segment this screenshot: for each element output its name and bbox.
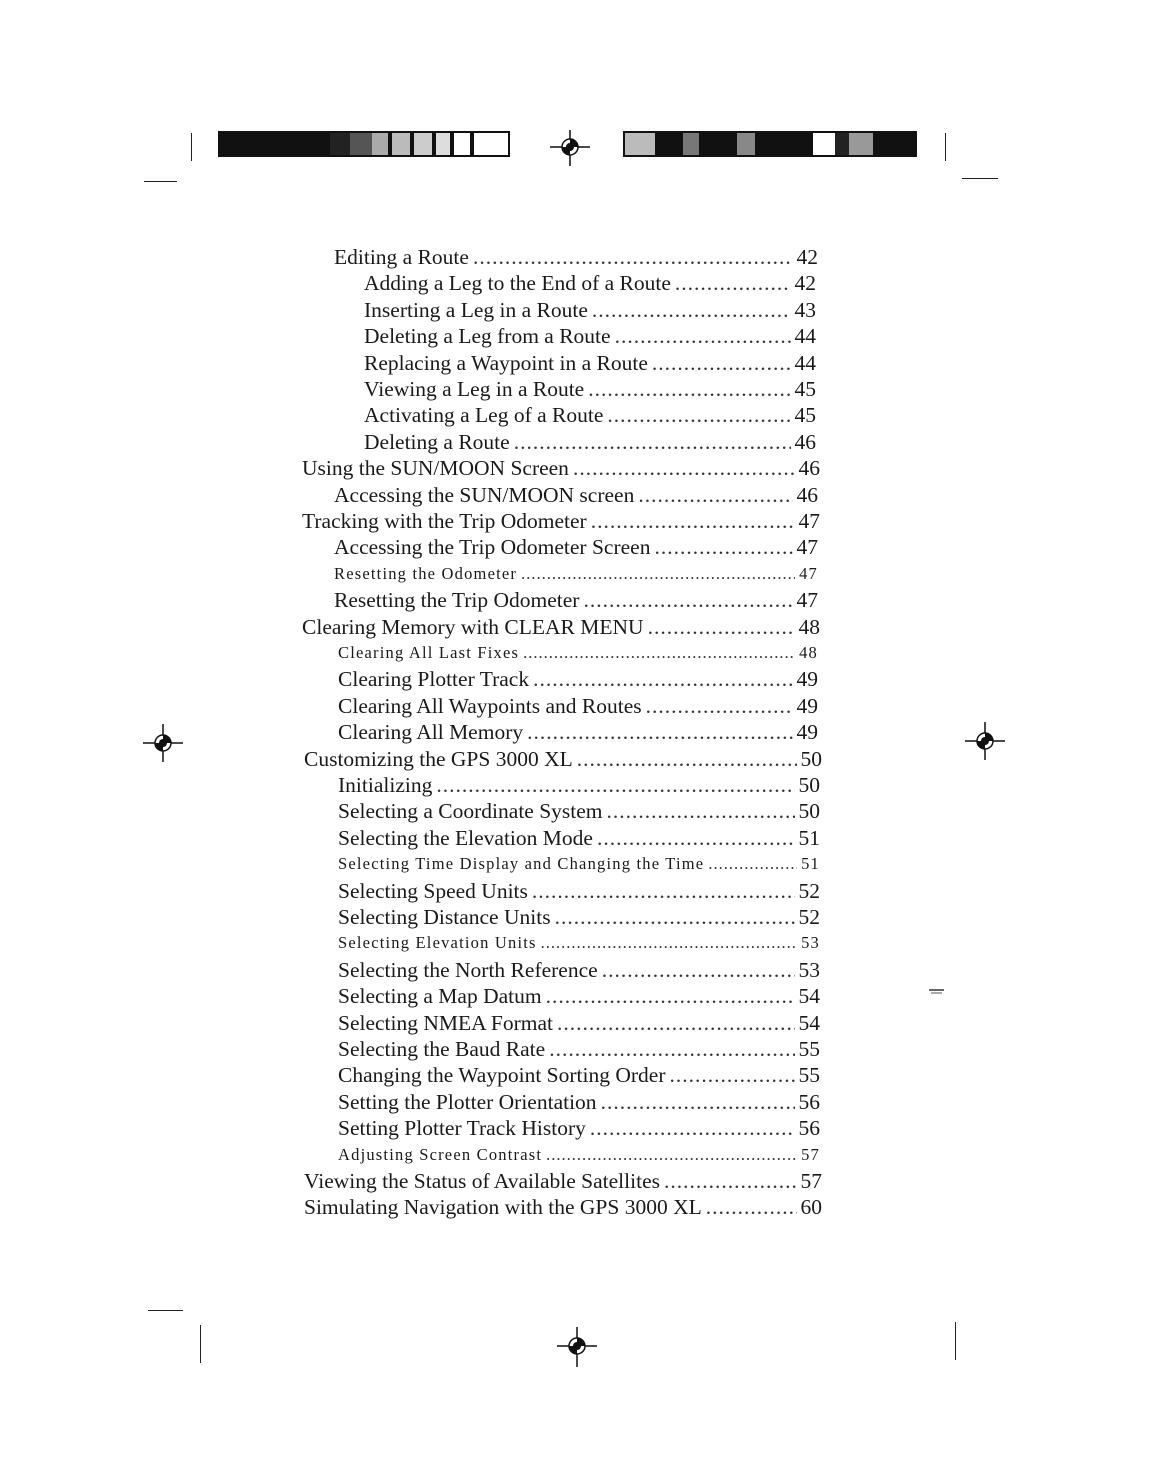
toc-entry-page: 42 [794, 271, 816, 296]
toc-entry-page: 50 [800, 746, 822, 771]
toc-entry[interactable] [304, 1168, 822, 1194]
toc-entry-title: Selecting a Coordinate System [338, 799, 603, 824]
scan-speck [928, 988, 946, 996]
toc-entry-page: 50 [798, 799, 820, 824]
toc-entry-page: 46 [798, 456, 820, 481]
toc-leader-dots [648, 614, 795, 640]
toc-entry-page: 55 [798, 1037, 820, 1061]
registration-target-left-icon [143, 724, 183, 762]
toc-entry-page: 47 [796, 535, 818, 560]
toc-leader-dots [664, 1168, 797, 1194]
toc-entry[interactable] [338, 719, 818, 745]
toc-entry[interactable] [338, 851, 820, 877]
toc-leader-dots [573, 455, 795, 481]
toc-entry[interactable] [304, 746, 822, 772]
toc-entry-page: 50 [798, 773, 820, 797]
toc-entry-page: 43 [794, 297, 816, 322]
toc-entry[interactable] [338, 666, 818, 692]
toc-entry[interactable] [338, 1089, 820, 1115]
toc-leader-dots [523, 640, 795, 666]
registration-target-right-icon [965, 722, 1005, 760]
toc-leader-dots [473, 244, 793, 270]
toc-leader-dots [532, 878, 795, 904]
toc-entry[interactable] [334, 482, 818, 508]
toc-entry[interactable] [364, 376, 816, 402]
toc-leader-dots [602, 957, 795, 983]
toc-entry-page: 46 [796, 482, 818, 507]
toc-leader-dots [646, 693, 793, 719]
toc-entry-title: Viewing the Status of Available Satellites [304, 1169, 660, 1193]
toc-entry[interactable] [338, 1142, 820, 1168]
toc-entry[interactable] [338, 640, 818, 666]
toc-entry-page: 44 [794, 350, 816, 375]
toc-entry-page: 54 [798, 984, 820, 1009]
crop-mark-top-left-h [144, 181, 177, 182]
toc-leader-dots [638, 482, 792, 508]
toc-leader-dots [546, 983, 795, 1009]
toc-entry-page: 56 [798, 1089, 820, 1114]
toc-entry[interactable] [338, 1115, 820, 1141]
toc-entry-page: 60 [800, 1195, 822, 1220]
toc-leader-dots [583, 587, 792, 613]
toc-entry-title: Resetting the Odometer [334, 563, 518, 583]
toc-entry-page: 49 [796, 667, 818, 692]
toc-entry-title: Adjusting Screen Contrast [338, 1144, 543, 1164]
toc-leader-dots [708, 851, 797, 877]
toc-entry[interactable] [334, 561, 818, 587]
toc-entry-page: 55 [798, 1063, 820, 1088]
toc-entry-title: Inserting a Leg in a Route [364, 297, 588, 322]
toc-leader-dots [670, 1062, 795, 1088]
toc-entry-title: Setting Plotter Track History [338, 1116, 586, 1141]
toc-entry-title: Simulating Navigation with the GPS 3000 XL [304, 1195, 702, 1220]
crop-mark-bottom-left-h [148, 1310, 183, 1311]
toc-entry-page: 57 [800, 1169, 822, 1193]
toc-leader-dots [546, 1142, 797, 1168]
toc-entry[interactable] [364, 270, 816, 296]
toc-leader-dots [601, 1089, 795, 1115]
toc-entry-title: Deleting a Leg from a Route [364, 324, 611, 349]
toc-entry[interactable] [338, 904, 820, 930]
registration-target-top-icon [550, 130, 590, 166]
registration-target-bottom-icon [557, 1327, 597, 1367]
toc-entry-title: Clearing Memory with CLEAR MENU [302, 614, 644, 639]
toc-entry-page: 45 [794, 377, 816, 401]
registration-bar-right [623, 131, 917, 157]
toc-entry[interactable] [364, 350, 816, 376]
toc-entry-page: 49 [796, 720, 818, 745]
crop-mark-bottom-right [955, 1322, 956, 1360]
toc-entry-page: 44 [794, 324, 816, 349]
toc-leader-dots [436, 772, 794, 798]
toc-entry-page: 47 [799, 563, 818, 583]
toc-leader-dots [527, 719, 792, 745]
toc-entry-title: Clearing All Waypoints and Routes [338, 693, 642, 718]
toc-leader-dots [597, 825, 795, 851]
toc-entry-title: Selecting the North Reference [338, 957, 598, 982]
toc-entry-page: 46 [794, 429, 816, 454]
toc-entry-page: 51 [798, 825, 820, 850]
toc-entry-page: 48 [798, 614, 820, 639]
toc-entry[interactable] [364, 429, 816, 455]
registration-bar-left [218, 131, 510, 157]
toc-entry-page: 57 [801, 1144, 820, 1164]
toc-entry[interactable] [338, 825, 820, 851]
toc-leader-dots [607, 798, 795, 824]
toc-leader-dots [555, 904, 795, 930]
toc-entry-title: Selecting Speed Units [338, 878, 528, 903]
toc-entry-page: 53 [798, 957, 820, 982]
toc-leader-dots [615, 323, 791, 349]
toc-entry[interactable] [338, 1010, 820, 1036]
toc-entry[interactable] [302, 455, 820, 481]
toc-entry-page: 48 [799, 643, 818, 662]
toc-entry[interactable] [302, 614, 820, 640]
crop-mark-bottom-left [200, 1325, 201, 1363]
toc-entry[interactable] [338, 983, 820, 1009]
toc-entry-page: 47 [796, 588, 818, 613]
toc-entry-title: Clearing Plotter Track [338, 667, 530, 692]
crop-mark-top-left [191, 133, 192, 161]
toc-entry-title: Deleting a Route [364, 429, 510, 454]
toc-entry-title: Using the SUN/MOON Screen [302, 456, 569, 481]
toc-entry[interactable] [334, 587, 818, 613]
toc-entry[interactable] [338, 798, 820, 824]
toc-entry-page: 51 [801, 854, 820, 874]
toc-entry-title: Selecting Distance Units [338, 905, 551, 929]
toc-entry-page: 45 [794, 403, 816, 428]
toc-leader-dots [549, 1036, 794, 1062]
toc-entry-title: Accessing the SUN/MOON screen [334, 482, 635, 507]
toc-entry-page: 47 [798, 509, 820, 533]
toc-entry-title: Accessing the Trip Odometer Screen [334, 535, 651, 560]
toc-entry-page: 42 [796, 245, 818, 269]
toc-entry-title: Changing the Waypoint Sorting Order [338, 1063, 666, 1088]
toc-leader-dots [533, 666, 792, 692]
toc-entry[interactable] [338, 957, 820, 983]
toc-entry-page: 52 [798, 878, 820, 903]
toc-entry[interactable] [338, 1062, 820, 1088]
toc-leader-dots [654, 534, 792, 560]
toc-entry-title: Replacing a Waypoint in a Route [364, 350, 648, 375]
toc-leader-dots [541, 930, 797, 956]
toc-entry[interactable] [338, 878, 820, 904]
toc-entry-title: Customizing the GPS 3000 XL [304, 746, 573, 771]
toc-leader-dots [577, 746, 797, 772]
toc-entry[interactable] [334, 534, 818, 560]
toc-leader-dots [592, 297, 791, 323]
toc-leader-dots [521, 561, 795, 587]
toc-entry-title: Setting the Plotter Orientation [338, 1089, 597, 1114]
toc-entry-title: Initializing [338, 773, 433, 797]
toc-leader-dots [590, 1115, 795, 1141]
toc-entry-title: Selecting the Elevation Mode [338, 825, 593, 850]
crop-mark-top-right [945, 133, 946, 161]
toc-leader-dots [514, 429, 791, 455]
toc-leader-dots [588, 376, 790, 402]
toc-entry[interactable] [364, 323, 816, 349]
toc-entry-title: Selecting the Baud Rate [338, 1037, 546, 1061]
toc-entry-title: Tracking with the Trip Odometer [302, 509, 587, 533]
toc-entry-title: Clearing All Last Fixes [338, 643, 520, 662]
toc-entry-title: Editing a Route [334, 245, 469, 269]
toc-entry[interactable] [364, 402, 816, 428]
toc-entry-title: Viewing a Leg in a Route [364, 377, 585, 401]
toc-entry-title: Selecting NMEA Format [338, 1010, 553, 1035]
toc-leader-dots [652, 350, 791, 376]
toc-entry-page: 56 [798, 1116, 820, 1141]
toc-leader-dots [706, 1194, 797, 1220]
toc-entry[interactable] [334, 244, 818, 270]
toc-entry-title: Selecting a Map Datum [338, 984, 542, 1009]
toc-entry-page: 54 [798, 1010, 820, 1035]
toc-entry[interactable] [338, 772, 820, 798]
toc-entry-title: Activating a Leg of a Route [364, 403, 604, 428]
toc-entry-page: 53 [801, 933, 820, 953]
toc-leader-dots [591, 508, 795, 534]
toc-entry[interactable] [338, 693, 818, 719]
toc-entry-title: Clearing All Memory [338, 720, 524, 745]
toc-entry[interactable] [338, 930, 820, 956]
toc-entry[interactable] [364, 297, 816, 323]
toc-entry-title: Adding a Leg to the End of a Route [364, 271, 671, 296]
crop-mark-top-right-h [962, 178, 998, 179]
toc-leader-dots [675, 270, 791, 296]
toc-entry[interactable] [338, 1036, 820, 1062]
toc-entry[interactable] [304, 1194, 822, 1220]
toc-entry[interactable] [302, 508, 820, 534]
toc-entry-title: Resetting the Trip Odometer [334, 588, 580, 613]
toc-leader-dots [607, 402, 790, 428]
toc-leader-dots [557, 1010, 795, 1036]
toc-entry-title: Selecting Elevation Units [338, 933, 537, 953]
toc-entry-title: Selecting Time Display and Changing the Time [338, 854, 705, 874]
toc-entry-page: 49 [796, 693, 818, 718]
toc-entry-page: 52 [798, 905, 820, 929]
